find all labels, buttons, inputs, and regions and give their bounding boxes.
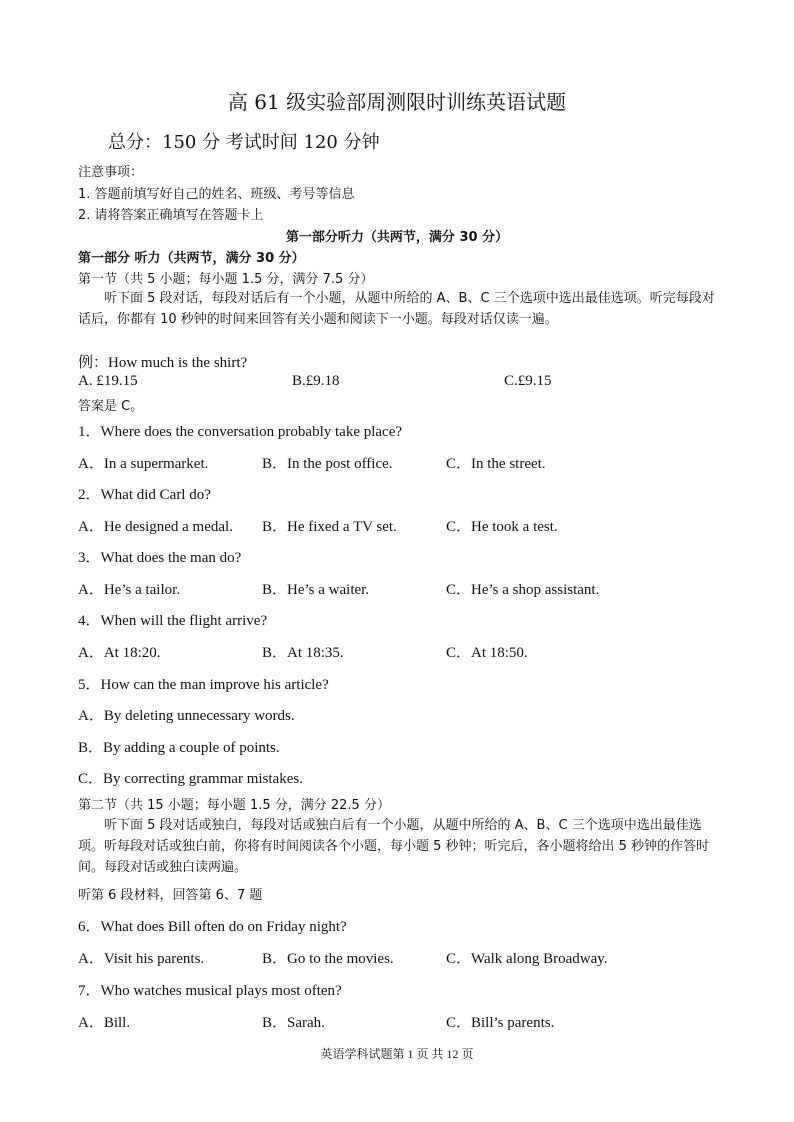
option-7b: B．Sarah. — [262, 1015, 325, 1031]
example-option-a: A. £19.15 — [78, 373, 138, 389]
option-2c: C．He took a test. — [446, 519, 558, 535]
part1-center-heading: 第一部分听力（共两节，满分 30 分） — [285, 230, 509, 245]
option-3c: C．He’s a shop assistant. — [446, 582, 600, 598]
option-4b: B．At 18:35. — [262, 645, 344, 661]
example-option-c: C.£9.15 — [504, 373, 552, 389]
option-6a: A．Visit his parents. — [78, 951, 205, 967]
note-item: 2. 请将答案正确填写在答题卡上 — [78, 208, 264, 223]
option-6b: B．Go to the movies. — [262, 951, 394, 967]
option-4a: A．At 18:20. — [78, 645, 161, 661]
section2-instructions: 听下面 5 段对话或独白，每段对话或独白后有一个小题，从题中所给的 A、B、C 三个选项中选出最佳选项。听每段对话或独白前，你将有时间阅读各个小题，每小题 5 秒钟；听完后，各小题将给出 5 秒钟的作答时间。每段对话或独白读两遍。 — [78, 818, 710, 875]
section1-heading: 第一节（共 5 小题；每小题 1.5 分，满分 7.5 分） — [78, 272, 374, 287]
option-2a: A．He designed a medal. — [78, 519, 233, 535]
option-3b: B．He’s a waiter. — [262, 582, 370, 598]
option-1c: C．In the street. — [446, 456, 546, 472]
option-1a: A．In a supermarket. — [78, 456, 209, 472]
example-answer: 答案是 C。 — [78, 399, 144, 414]
question-2: 2．What did Carl do? — [78, 487, 211, 503]
question-6: 6．What does Bill often do on Friday night? — [78, 919, 347, 935]
option-5c: C．By correcting grammar mistakes. — [78, 771, 303, 787]
page-footer: 英语学科试题第 1 页 共 12 页 — [320, 1047, 474, 1061]
note-item: 1. 答题前填写好自己的姓名、班级、考号等信息 — [78, 187, 355, 202]
material-6-heading: 听第 6 段材料，回答第 6、7 题 — [78, 888, 263, 903]
question-5: 5．How can the man improve his article? — [78, 677, 329, 693]
option-4c: C．At 18:50. — [446, 645, 528, 661]
section2-heading: 第二节（共 15 小题；每小题 1.5 分，满分 22.5 分） — [78, 798, 390, 813]
question-7: 7．Who watches musical plays most often? — [78, 983, 342, 999]
option-6c: C．Walk along Broadway. — [446, 951, 608, 967]
question-1: 1．Where does the conversation probably take place? — [78, 424, 403, 440]
option-7c: C．Bill’s parents. — [446, 1015, 555, 1031]
option-7a: A．Bill. — [78, 1015, 131, 1031]
part1-heading: 第一部分 听力（共两节，满分 30 分） — [78, 251, 305, 266]
option-5a: A．By deleting unnecessary words. — [78, 708, 295, 724]
example-question: 例：How much is the shirt? — [78, 355, 248, 371]
exam-info: 总分：150 分 考试时间 120 分钟 — [108, 132, 380, 153]
option-2b: B．He fixed a TV set. — [262, 519, 397, 535]
notes-heading: 注意事项： — [78, 165, 144, 180]
question-3: 3．What does the man do? — [78, 550, 242, 566]
option-3a: A．He’s a tailor. — [78, 582, 181, 598]
example-option-b: B.£9.18 — [292, 373, 340, 389]
question-4: 4．When will the flight arrive? — [78, 613, 268, 629]
section1-instructions: 听下面 5 段对话，每段对话后有一个小题，从题中所给的 A、B、C 三个选项中选出最佳选项。听完每段对话后，你都有 10 秒钟的时间来回答有关小题和阅读下一小题。每段对话仅读一遍。 — [78, 291, 715, 327]
option-1b: B．In the post office. — [262, 456, 393, 472]
option-5b: B．By adding a couple of points. — [78, 740, 280, 756]
page-title: 高 61 级实验部周测限时训练英语试题 — [227, 90, 567, 114]
